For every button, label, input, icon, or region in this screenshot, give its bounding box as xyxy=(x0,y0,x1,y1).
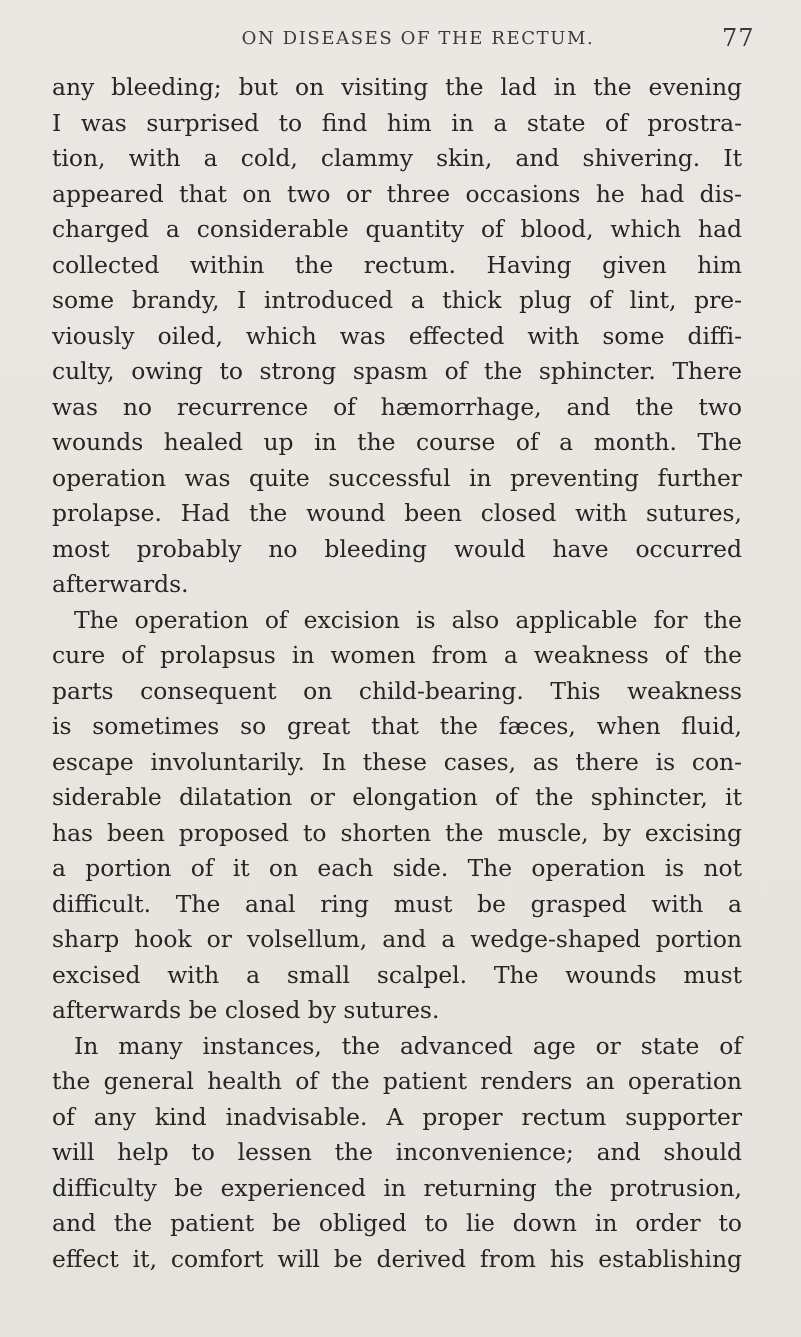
text-line: escape involuntarily. In these cases, as there is con- xyxy=(52,747,742,776)
text-line: In many instances, the advanced age or state of xyxy=(74,1031,742,1060)
text-line: collected within the rectum. Having given him xyxy=(52,250,742,279)
text-line: viously oiled, which was effected with some diffi- xyxy=(52,321,742,350)
text-line: afterwards be closed by sutures. xyxy=(52,996,440,1024)
text-line: culty, owing to strong spasm of the sphincter. There xyxy=(52,357,742,385)
text-line: sharp hook or volsellum, and a wedge-shaped portion xyxy=(52,925,742,953)
text-line: and the patient be obliged to lie down in order to xyxy=(52,1209,742,1237)
text-line: of any kind inadvisable. A proper rectum supporter xyxy=(52,1102,742,1131)
page-number: 77 xyxy=(722,24,755,52)
text-line: prolapse. Had the wound been closed with sutures, xyxy=(52,499,742,527)
text-line: afterwards. xyxy=(52,570,189,598)
text-line: has been proposed to shorten the muscle, by excising xyxy=(52,818,742,847)
text-line: tion, with a cold, clammy skin, and shivering. It xyxy=(52,144,742,172)
text-line: effect it, comfort will be derived from his establishing xyxy=(52,1244,742,1273)
text-line: most probably no bleeding would have occurred xyxy=(52,534,742,563)
text-line: I was surprised to find him in a state of prostra- xyxy=(52,108,742,137)
running-head-title: ON DISEASES OF THE RECTUM. xyxy=(241,28,595,49)
text-line: excised with a small scalpel. The wounds must xyxy=(52,960,742,989)
text-line: cure of prolapsus in women from a weakness of the xyxy=(52,641,742,669)
body-text xyxy=(52,70,742,1277)
text-line: The operation of excision is also applicable for the xyxy=(74,605,742,634)
text-line: will help to lessen the inconvenience; and should xyxy=(52,1138,742,1166)
text-line: charged a considerable quantity of blood, which had xyxy=(52,215,742,243)
running-head xyxy=(0,24,801,58)
text-line: is sometimes so great that the fæces, when fluid, xyxy=(52,712,742,740)
text-line: any bleeding; but on visiting the lad in the evening xyxy=(52,73,742,101)
text-line: was no recurrence of hæmorrhage, and the two xyxy=(52,392,742,421)
text-line: parts consequent on child-bearing. This weakness xyxy=(52,676,742,705)
text-line: a portion of it on each side. The operation is not xyxy=(52,854,742,882)
text-line: siderable dilatation or elongation of the sphincter, it xyxy=(52,783,742,811)
text-line: difficult. The anal ring must be grasped with a xyxy=(52,889,742,918)
text-line: wounds healed up in the course of a month. The xyxy=(52,428,742,456)
text-line: difficulty be experienced in returning the protrusion, xyxy=(52,1173,742,1202)
text-line: operation was quite successful in preventing further xyxy=(52,463,742,492)
text-line: some brandy, I introduced a thick plug of lint, pre- xyxy=(52,286,742,314)
text-line: the general health of the patient renders an operation xyxy=(52,1067,742,1095)
text-line: appeared that on two or three occasions he had dis- xyxy=(52,179,742,208)
